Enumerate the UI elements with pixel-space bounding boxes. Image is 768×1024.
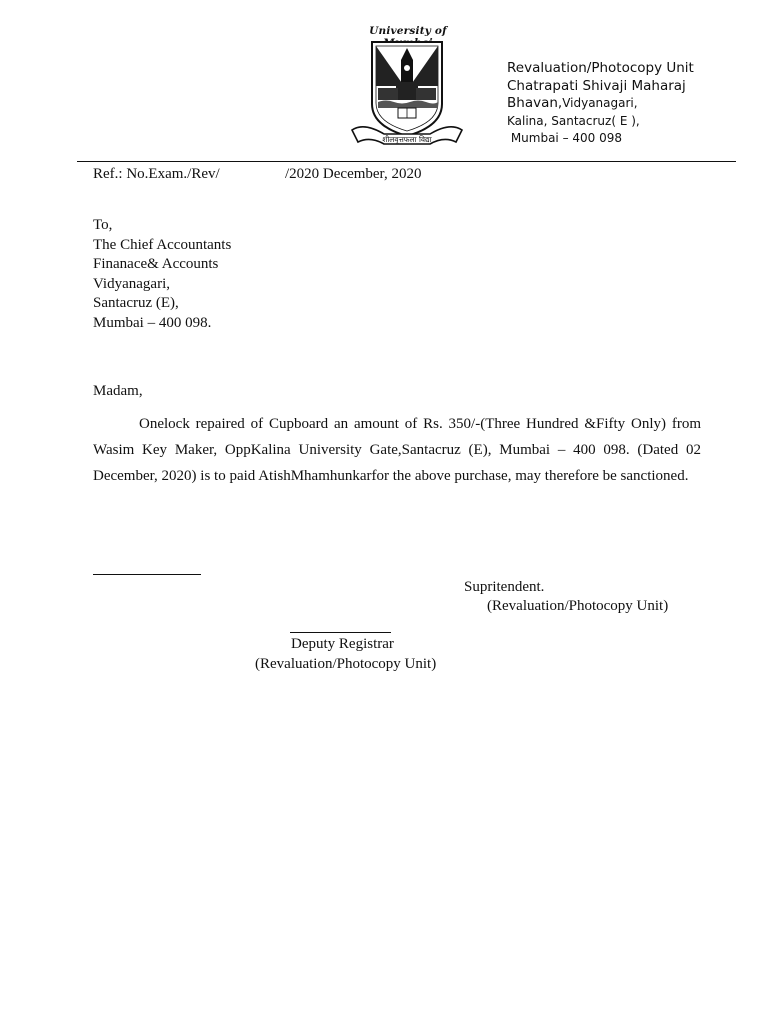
- address-line-part: Bhavan,: [507, 95, 563, 111]
- letter-body: Onelock repaired of Cupboard an amount of Rs. 350/-(Three Hundred &Fifty Only) from Wasim Key Maker, OppKalina University Gate,Santacruz (E), Mumbai – 400 098. (Dated 02 December, 2020) is to paid AtishMhamhunkarfor the above purchase, may therefore be sanctioned.: [93, 416, 701, 484]
- superintendent-title: Supritendent.: [464, 579, 545, 595]
- university-seal-logo: [344, 38, 470, 152]
- address-line: Mumbai – 400 098: [507, 131, 623, 145]
- address-line: Chatrapati Shivaji Maharaj: [507, 77, 686, 94]
- salutation: Madam,: [93, 383, 143, 399]
- reference-line: [93, 166, 422, 183]
- superintendent-unit: (Revaluation/Photocopy Unit): [487, 598, 669, 614]
- university-name: University of: [369, 25, 447, 37]
- address-line: Kalina, Santacruz( E ),: [507, 113, 640, 128]
- recipient-line: Vidyanagari,: [93, 275, 170, 292]
- letter-date: /2020 December, 2020: [285, 166, 422, 182]
- recipient-line: The Chief Accountants: [93, 236, 232, 253]
- recipient-line: Mumbai – 400 098.: [93, 314, 212, 331]
- signature-line-left: [93, 574, 201, 575]
- recipient-address: [93, 216, 231, 334]
- address-line: [507, 95, 694, 113]
- signature-line-deputy: [290, 632, 391, 633]
- letterhead-address: [507, 60, 694, 148]
- svg-text:शीलवृत्तफला विद्या: शीलवृत्तफला विद्या: [382, 135, 432, 144]
- deputy-registrar-title: Deputy Registrar: [291, 636, 394, 652]
- address-line: Revaluation/Photocopy Unit: [507, 60, 694, 76]
- address-line-part: Vidyanagari,: [562, 96, 638, 110]
- reference-number: Ref.: No.Exam./Rev/: [93, 166, 220, 182]
- header-divider: [77, 161, 736, 162]
- deputy-registrar-unit: (Revaluation/Photocopy Unit): [255, 656, 437, 672]
- recipient-line: To,: [93, 217, 113, 233]
- recipient-line: Santacruz (E),: [93, 295, 179, 312]
- recipient-line: Finanace& Accounts: [93, 256, 219, 273]
